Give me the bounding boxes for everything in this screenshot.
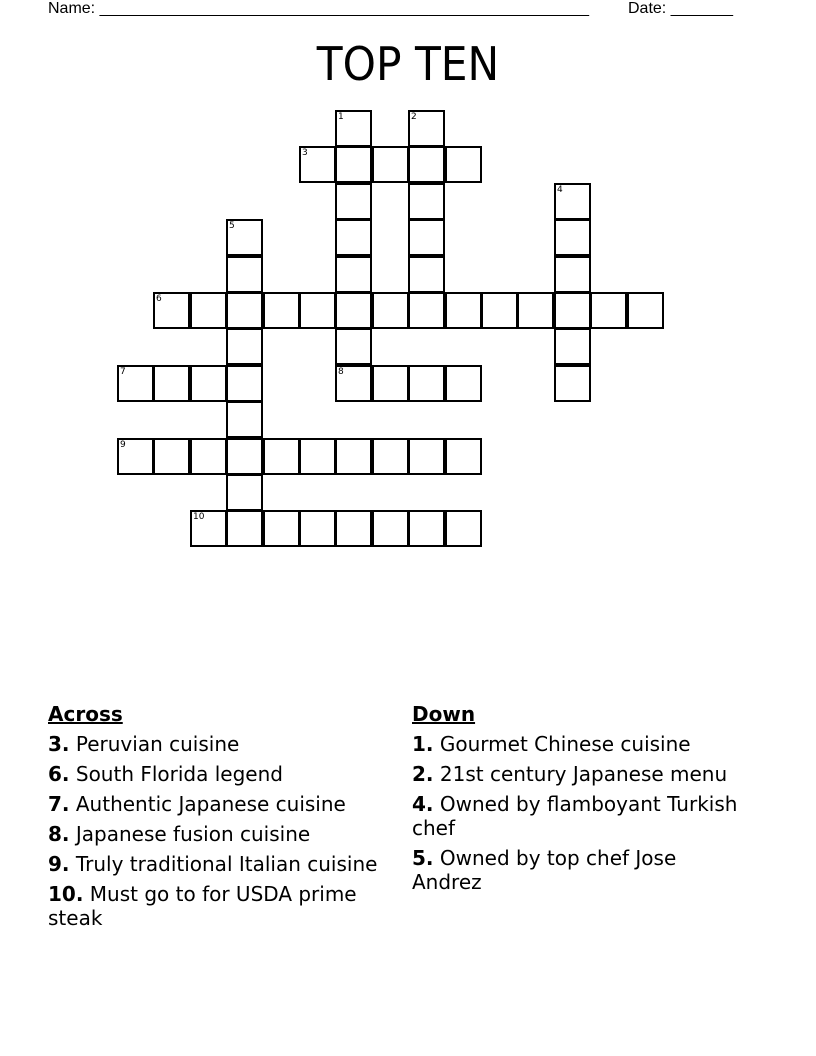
crossword-cell[interactable]	[627, 292, 664, 329]
clue-across-6: 6. South Florida legend	[48, 762, 283, 786]
clue-down-2: 2. 21st century Japanese menu	[412, 762, 728, 786]
down-clues	[412, 702, 752, 900]
crossword-cell[interactable]	[226, 438, 263, 475]
crossword-cell[interactable]	[445, 365, 482, 402]
crossword-cell[interactable]	[153, 438, 190, 475]
crossword-cell[interactable]	[190, 510, 227, 547]
crossword-cell[interactable]	[372, 510, 409, 547]
crossword-cell[interactable]	[445, 510, 482, 547]
crossword-cell[interactable]	[372, 438, 409, 475]
crossword-cell[interactable]	[153, 292, 190, 329]
crossword-cell[interactable]	[408, 365, 445, 402]
crossword-cell[interactable]	[226, 219, 263, 256]
crossword-cell[interactable]	[554, 219, 591, 256]
clue-number: 5	[229, 221, 235, 231]
crossword-cell[interactable]	[190, 365, 227, 402]
crossword-cell[interactable]	[299, 438, 336, 475]
crossword-cell[interactable]	[335, 110, 372, 147]
crossword-cell[interactable]	[445, 292, 482, 329]
crossword-cell[interactable]	[299, 292, 336, 329]
crossword-cell[interactable]	[554, 256, 591, 293]
crossword-cell[interactable]	[117, 438, 154, 475]
crossword-cell[interactable]	[408, 438, 445, 475]
crossword-cell[interactable]	[226, 474, 263, 511]
crossword-cell[interactable]	[335, 292, 372, 329]
crossword-cell[interactable]	[408, 110, 445, 147]
crossword-cell[interactable]	[335, 328, 372, 365]
crossword-cell[interactable]	[372, 365, 409, 402]
clue-number: 3	[302, 148, 308, 158]
across-heading: Across	[48, 702, 123, 726]
clue-number: 10	[193, 512, 205, 522]
crossword-cell[interactable]	[226, 401, 263, 438]
page-title: TOP TEN	[316, 37, 500, 91]
crossword-cell[interactable]	[408, 256, 445, 293]
crossword-cell[interactable]	[554, 183, 591, 220]
crossword-cell[interactable]	[335, 510, 372, 547]
clue-down-4: 4. Owned by flamboyant Turkish chef	[412, 792, 738, 840]
crossword-cell[interactable]	[190, 438, 227, 475]
crossword-cell[interactable]	[335, 256, 372, 293]
crossword-cell[interactable]	[408, 183, 445, 220]
crossword-cell[interactable]	[408, 292, 445, 329]
crossword-cell[interactable]	[372, 146, 409, 183]
clue-across-3: 3. Peruvian cuisine	[48, 732, 240, 756]
clue-number: 6	[156, 294, 162, 304]
crossword-cell[interactable]	[372, 292, 409, 329]
name-field-label: Name: _______________________________________________________	[48, 0, 589, 17]
crossword-cell[interactable]	[554, 365, 591, 402]
crossword-cell[interactable]	[263, 510, 300, 547]
crossword-cell[interactable]	[190, 292, 227, 329]
crossword-cell[interactable]	[335, 146, 372, 183]
crossword-cell[interactable]	[408, 146, 445, 183]
date-field-label: Date: _______	[628, 0, 733, 17]
clue-number: 2	[411, 112, 417, 122]
crossword-cell[interactable]	[445, 438, 482, 475]
crossword-cell[interactable]	[335, 183, 372, 220]
crossword-cell[interactable]	[590, 292, 627, 329]
crossword-cell[interactable]	[517, 292, 554, 329]
crossword-cell[interactable]	[335, 219, 372, 256]
across-clues	[48, 702, 388, 936]
crossword-cell[interactable]	[408, 510, 445, 547]
crossword-cell[interactable]	[299, 510, 336, 547]
clue-across-9: 9. Truly traditional Italian cuisine	[48, 852, 378, 876]
clue-down-5: 5. Owned by top chef Jose Andrez	[412, 846, 677, 894]
crossword-cell[interactable]	[226, 510, 263, 547]
down-heading: Down	[412, 702, 476, 726]
clue-across-7: 7. Authentic Japanese cuisine	[48, 792, 346, 816]
clue-number: 9	[120, 440, 126, 450]
crossword-cell[interactable]	[335, 438, 372, 475]
crossword-cell[interactable]	[554, 292, 591, 329]
clue-across-8: 8. Japanese fusion cuisine	[48, 822, 311, 846]
clue-number: 1	[338, 112, 344, 122]
crossword-cell[interactable]	[226, 256, 263, 293]
crossword-cell[interactable]	[226, 365, 263, 402]
crossword-cell[interactable]	[408, 219, 445, 256]
crossword-cell[interactable]	[299, 146, 336, 183]
clue-across-10: 10. Must go to for USDA prime steak	[48, 882, 357, 930]
crossword-cell[interactable]	[481, 292, 518, 329]
crossword-cell[interactable]	[117, 365, 154, 402]
crossword-cell[interactable]	[445, 146, 482, 183]
crossword-cell[interactable]	[263, 438, 300, 475]
crossword-cell[interactable]	[226, 328, 263, 365]
clue-number: 8	[338, 367, 344, 377]
clue-number: 4	[557, 185, 563, 195]
crossword-cell[interactable]	[263, 292, 300, 329]
clue-down-1: 1. Gourmet Chinese cuisine	[412, 732, 691, 756]
clue-number: 7	[120, 367, 126, 377]
crossword-cell[interactable]	[554, 328, 591, 365]
crossword-cell[interactable]	[226, 292, 263, 329]
crossword-cell[interactable]	[153, 365, 190, 402]
crossword-cell[interactable]	[335, 365, 372, 402]
